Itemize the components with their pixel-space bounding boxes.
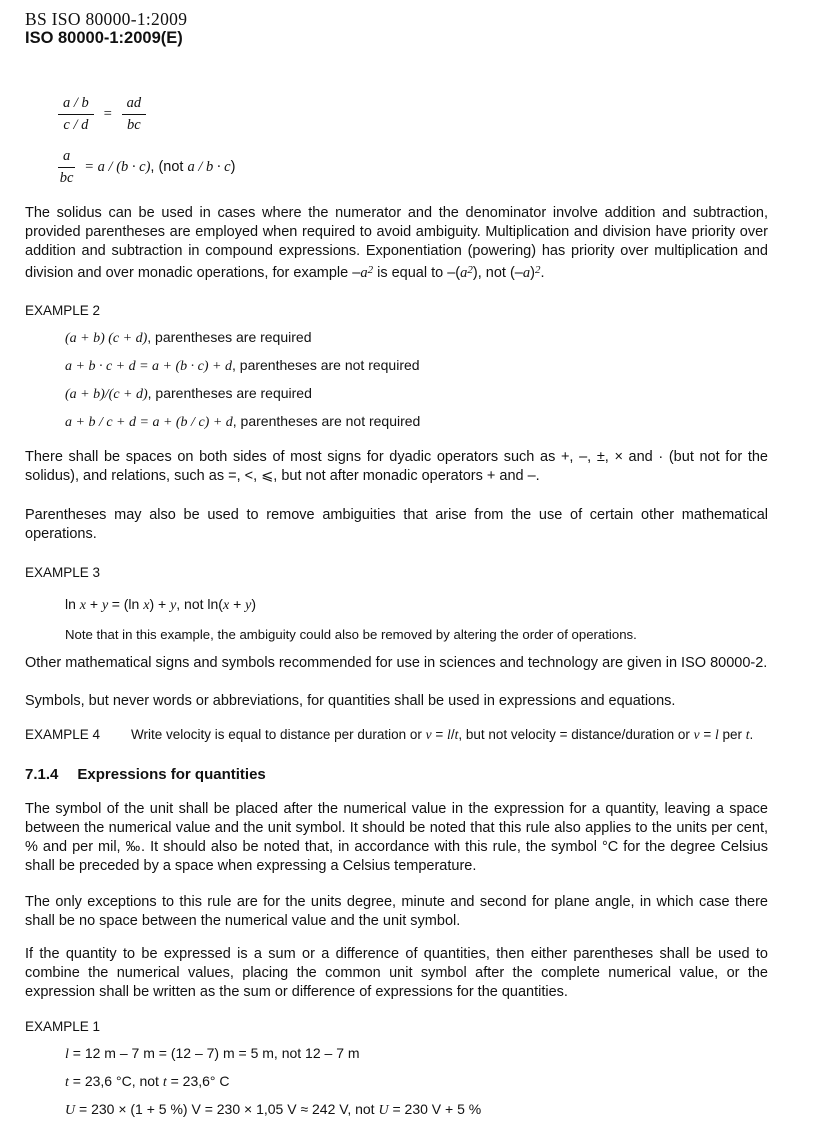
example1-line-3: U = 230 × (1 + 5 %) V = 230 × 1,05 V ≈ 242 V, not U = 230 V + 5 % bbox=[65, 1101, 482, 1118]
fraction-right bbox=[122, 95, 147, 134]
equation-solidus-rule bbox=[58, 148, 768, 187]
paragraph-dyadic-operators: There shall be spaces on both sides of most signs for dyadic operators such as +, –, ±, × and · (but not for the solidus), and relations, such as =, <, ⩽, but not after monadic operators + and –. bbox=[25, 449, 768, 484]
paragraph-other-signs: Other mathematical signs and symbols recommended for use in sciences and technology are given in ISO 80000-2. bbox=[25, 655, 768, 671]
example2-line-3: (a + b)/(c + d), parentheses are required bbox=[65, 385, 312, 402]
equation-fraction-identity bbox=[58, 95, 768, 134]
fraction-denominator: c / d bbox=[63, 117, 89, 133]
example2-line-2: a + b · c + d = a + (b · c) + d, parentheses are not required bbox=[65, 357, 420, 374]
paragraph-sum-difference: If the quantity to be expressed is a sum or a difference of quantities, then either parentheses shall be used to combine the numerical values, placing the common unit symbol after the complete numerical value, or the expression shall be written as the sum or difference of expressions for the quantities. bbox=[25, 946, 768, 1000]
example2-label: EXAMPLE 2 bbox=[25, 303, 101, 318]
example1-line-2: t = 23,6 °C, not t = 23,6° C bbox=[65, 1073, 230, 1090]
example2-line-1: (a + b) (c + d), parentheses are required bbox=[65, 329, 312, 346]
section-title: Expressions for quantities bbox=[77, 766, 266, 783]
fraction-left bbox=[58, 148, 75, 187]
section-number: 7.1.4 bbox=[25, 766, 59, 783]
standard-designation-bs: BS ISO 80000-1:2009 bbox=[25, 9, 188, 29]
paragraph-solidus-rule: The solidus can be used in cases where the numerator and the denominator involve addition and subtraction, provided parentheses are employed when required to avoid ambiguity. Multiplication and division have priority over addition and subtraction in compound expressions. Exponentiation (powering) has priority over multiplication and division and over monadic operations, for example $-a^2$ is equal to $-(a^2)$, not $(-a)^2$. bbox=[25, 205, 768, 281]
example1-line-1: l = 12 m – 7 m = (12 – 7) m = 5 m, not 12 – 7 m bbox=[65, 1045, 360, 1062]
paragraph-unit-symbol: The symbol of the unit shall be placed after the numerical value in the expression for a quantity, leaving a space between the numerical value and the unit symbol. It should be noted that this rule also applies to the units per cent, % and per mil, ‰. It should also be noted that, in accordance with this rule, the symbol °C for the degree Celsius shall be preceded by a space when expressing a Celsius temperature. bbox=[25, 801, 768, 874]
example4-label: EXAMPLE 4 bbox=[25, 727, 101, 742]
fraction-numerator: ad bbox=[122, 95, 147, 115]
section-heading bbox=[25, 765, 768, 784]
fraction-numerator: a bbox=[58, 148, 75, 168]
example1-label: EXAMPLE 1 bbox=[25, 1019, 101, 1034]
example2-line-4: a + b / c + d = a + (b / c) + d, parentheses are not required bbox=[65, 413, 421, 430]
equation-tail: = a / (b · c), (not a / b · c) bbox=[84, 159, 236, 175]
fraction-denominator: bc bbox=[126, 117, 141, 133]
fraction-denominator: bc bbox=[59, 170, 74, 186]
fraction-left bbox=[58, 95, 94, 134]
example3-formula: ln x + y = (ln x) + y, not ln(x + y) bbox=[65, 596, 257, 613]
example4-text: Write velocity is equal to distance per duration or v = l/t, but not velocity = distance/duration or v = l per t. bbox=[131, 727, 754, 742]
standard-designation-iso: ISO 80000-1:2009(E) bbox=[25, 29, 183, 47]
paragraph-symbols: Symbols, but never words or abbreviations, for quantities shall be used in expressions and equations. bbox=[25, 693, 676, 709]
paragraph-parentheses: Parentheses may also be used to remove ambiguities that arise from the use of certain other mathematical operations. bbox=[25, 507, 768, 542]
fraction-numerator: a / b bbox=[58, 95, 94, 115]
page-header bbox=[25, 10, 768, 48]
equals-sign: = bbox=[102, 106, 113, 122]
example3-label: EXAMPLE 3 bbox=[25, 565, 101, 580]
paragraph-exceptions: The only exceptions to this rule are for the units degree, minute and second for plane angle, in which case there shall be no space between the numerical value and the unit symbol. bbox=[25, 894, 768, 929]
example3-note: Note that in this example, the ambiguity could also be removed by altering the order of operations. bbox=[65, 627, 637, 642]
example4 bbox=[25, 726, 768, 744]
